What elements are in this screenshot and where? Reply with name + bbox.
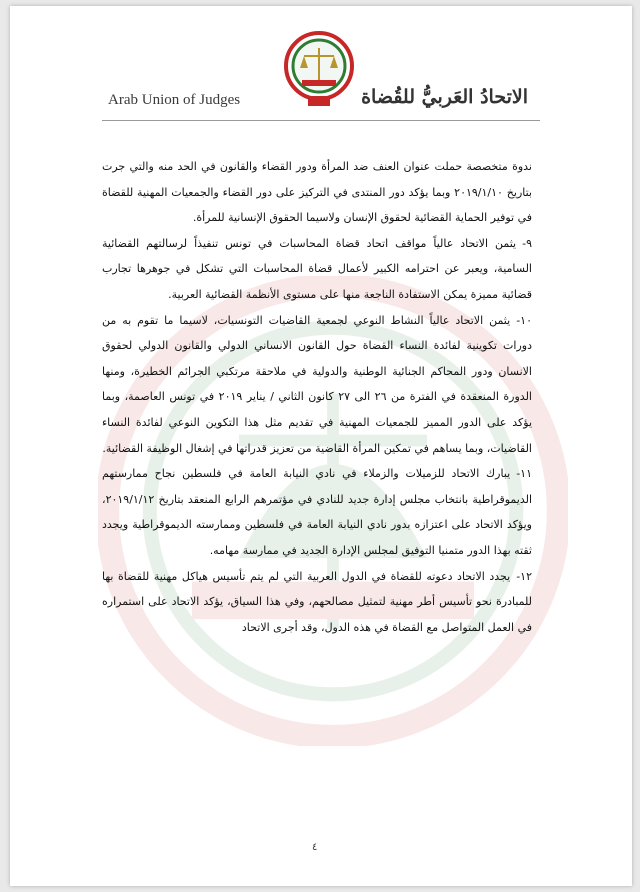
paragraph-number: ١١- bbox=[516, 467, 532, 481]
paragraph-item bbox=[102, 564, 532, 641]
paragraph-number: ١٠- bbox=[516, 313, 532, 327]
union-logo bbox=[282, 26, 356, 112]
paragraph-continuation bbox=[102, 154, 532, 231]
document-page bbox=[10, 6, 632, 886]
paragraph-text: ندوة متخصصة حملت عنوان العنف ضد المرأة ودور القضاء والقانون في الحد منه والتي جرت بتاريخ ٢٠١٩/١/١٠ وبما يؤكد دور المنتدى في التركيز على دور القضاء والجمعيات المهنية للقضاة في توفير الحماية القضائية لحقوق الإنسان ولاسيما الحقوق الإنسانية للمرأة. bbox=[102, 160, 532, 225]
header-arabic-title: الاتحادُ العَربيُّ للقُضاة bbox=[361, 86, 528, 108]
paragraph-number: ٩- bbox=[522, 236, 532, 250]
header-english-title: Arab Union of Judges bbox=[108, 92, 241, 108]
paragraph-number: ١٢- bbox=[516, 569, 532, 583]
paragraph-item bbox=[102, 231, 532, 308]
paragraph-text: يثمن الاتحاد عالياً النشاط النوعي لجمعية القاضيات التونسيات، لاسيما ما تقوم به من دورات تكوينية لفائدة النساء القضاة حول القانون الانساني الدولي والقانون الدولي لحقوق الانسان ودور المحاكم الجنائية الوطنية والدولية في ملاحقة مرتكبي الجرائم الخطيرة، ومنها الدورة المنعقدة في الفترة من ٢٦ الى ٢٧ كانون الثاني / يناير ٢٠١٩ في تونس العاصمة، وبما يؤكد على الدور المميز للجمعيات المهنية في تقديم مثل هذا التكوين النوعي لفائدة النساء القاضيات، وبما يساهم في تمكين المرأة القاضية من تعزيز قدراتها في إشغال الوظيفة القضائية. bbox=[102, 313, 532, 455]
document-body bbox=[102, 154, 532, 640]
header-divider bbox=[102, 120, 540, 121]
paragraph-item bbox=[102, 308, 532, 462]
page-number: ٤ bbox=[312, 842, 318, 853]
paragraph-item bbox=[102, 461, 532, 563]
paragraph-text: يثمن الاتحاد عالياً مواقف اتحاد قضاة المحاسبات في تونس تنفيذاً لرسالتهم القضائية السامية، ويعبر عن احترامه الكبير لأعمال قضاة المحاسبات التي تشكل في جوهرها تجارب قضائية مميزة يمكن الاستفادة الناجعة منها على مستوى الأنظمة القضائية العربية. bbox=[102, 236, 532, 301]
paragraph-text: يبارك الاتحاد للزميلات والزملاء في نادي النيابة العامة في فلسطين نجاح ممارستهم الديموقراطية بانتخاب مجلس إدارة جديد للنادي في مؤتمرهم الرابع المنعقد بتاريخ ٢٠١٩/١/١٢، ويؤكد الاتحاد على اعتزازه بدور نادي النيابة العامة في فلسطين وممارسته الديموقراطية ويجدد ثقته بهذا الدور متمنيا التوفيق لمجلس الإدارة الجديد في ممارسة مهامه. bbox=[102, 467, 532, 557]
paragraph-text: يجدد الاتحاد دعوته للقضاة في الدول العربية التي لم يتم تأسيس هياكل مهنية للقضاة بها للمبادرة نحو تأسيس أطر مهنية لتمثيل مصالحهم، وفي هذا السياق، يؤكد الاتحاد على استمراره في العمل المتواصل مع القضاة في هذه الدول، وقد أجرى الاتحاد bbox=[102, 569, 532, 634]
